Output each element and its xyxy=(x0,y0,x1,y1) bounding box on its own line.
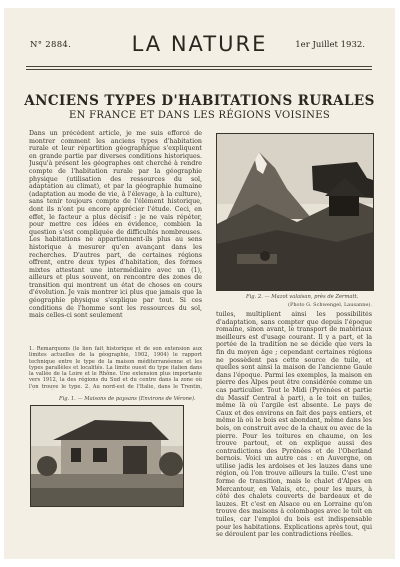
masthead xyxy=(4,28,395,68)
figure-2-credit: (Photo G. Schwengel, Lausanne). xyxy=(288,302,372,308)
journal-title: LA NATURE xyxy=(131,32,268,56)
issue-number: N° 2884. xyxy=(30,40,72,50)
issue-date: 1er Juillet 1932. xyxy=(295,40,365,50)
mountain-photo xyxy=(217,134,373,290)
newspaper-page xyxy=(4,8,395,559)
masthead-rule xyxy=(26,66,372,67)
figure-2-caption: Fig. 2. — Mazot valaisan, près de Zermatt. xyxy=(246,294,359,300)
article-footnotes: 1. Remarquons (le lien fait historique et de son extension aux limites actuelles de la géographie, 1902, 1904) le rapport technique entre le type de la maison méditerranéenne et les types parallèles et localités. La limite ouest du type italien dans la vallée de la Loire et le Rhône. Une extension plus importante vers 1912, la des régions du Sud et du centre dans la zone où l'on trouve le type. 2. Au nord-est de l'Italie, dans le Trentin, xyxy=(29,346,202,390)
article-subtitle: EN FRANCE ET DANS LES RÉGIONS VOISINES xyxy=(69,110,330,121)
article-title: ANCIENS TYPES D'HABITATIONS RURALES xyxy=(24,93,375,109)
masthead-rule-double xyxy=(26,69,372,70)
article-intro-paragraph: Dans un précédent article, je me suis efforcé de montrer comment les anciens types d'habitation rurale et leur répartition géographique s'expliquent en grande partie par diverses conditions historiques. Jusqu'à présent les géographes ont cherché à rendre compte de l'habitation rurale par la géographie physique (utilisation des ressources du sol, adaptation au climat), et par la géographie humaine (adaptation au mode de vie, à l'élevage, à la culture), sans tenir toujours compte de l'élément historique, dont ils n'ont pu encore apprécier l'étude. Ceci, en effet, le facteur a plus décisif : je ne vais répéter, pour mettre ces idées en évidence, combien la question s'est compliquée de difficultés nombreuses. Les habitations ne appartiennent-ils plus au sens historique à mesurer qu'en avançant dans les recherches. D'autres part, de certaines régions offrent, entre deux types d'habitation, des formes mixtes attestant une intermédiaire avec un (1), ailleurs et plus souvent, on rencontre des zones de transition qui montrent un état de choses en cours d'évolution. Je vais montrer ici plus que jamais que la géographie physique s'explique par tout. Si ces conditions de l'homme sont les ressources du sol, mais celles-ci sont seulement xyxy=(29,130,202,320)
figure-1-caption: Fig. 1. — Maisons de paysans (Environs de Vérone). xyxy=(59,396,196,402)
figure-mountain-chalet xyxy=(216,133,374,291)
house-photo xyxy=(31,406,183,506)
figure-rural-house xyxy=(30,405,184,507)
article-right-column: tuiles, multiplient ainsi les possibilités d'adaptation, sans compter que depuis l'époque romaine, sinon avant, le transport de matériaux meilleurs est d'usage courant. Il y a part, et la portée de la tradition ne se décide que vers la fin du moyen âge ; cependant certaines régions ne possèdent pas cette source de tuile, et quelles sont ainsi la maison de l'ancienne Gaule dans l'époque. Parmi les exemples, la maison en pierre des Alpes peut être considérée comme un cas particulier. Tout le Midi (Pyrénées et partie du Massif Central à part), a le toit en tuiles, même là où l'argile est absente. Le pays de Caux et des environs en fait des pays entiers, et même là où le bois est abondant, même dans les bois, on construit avec de la chaux ou avec de la pierre. Pour les toitures en chaume, on les trouve partout, et on explique aussi des contradictions des Pyrénées et de l'Oberland bernois. Voici un autre cas : en Auvergne, on utilise jadis les ardoises et les lauzes dans une région, où l'on trouve ailleurs la tuile. C'est une forme de transition, mais le chalet d'Alpes en Mercantour, en Valais, etc., pour les murs, à côté des chalets couverts de bardeaux et de lauzes. Et c'est en Alsace ou en Lorraine qu'on trouve des maisons à colombages avec le toit en tuiles, car l'emploi du bois est indispensable pour les habitations. Explications après tout, qui se déroulent par les contradictions réelles. xyxy=(216,311,372,539)
